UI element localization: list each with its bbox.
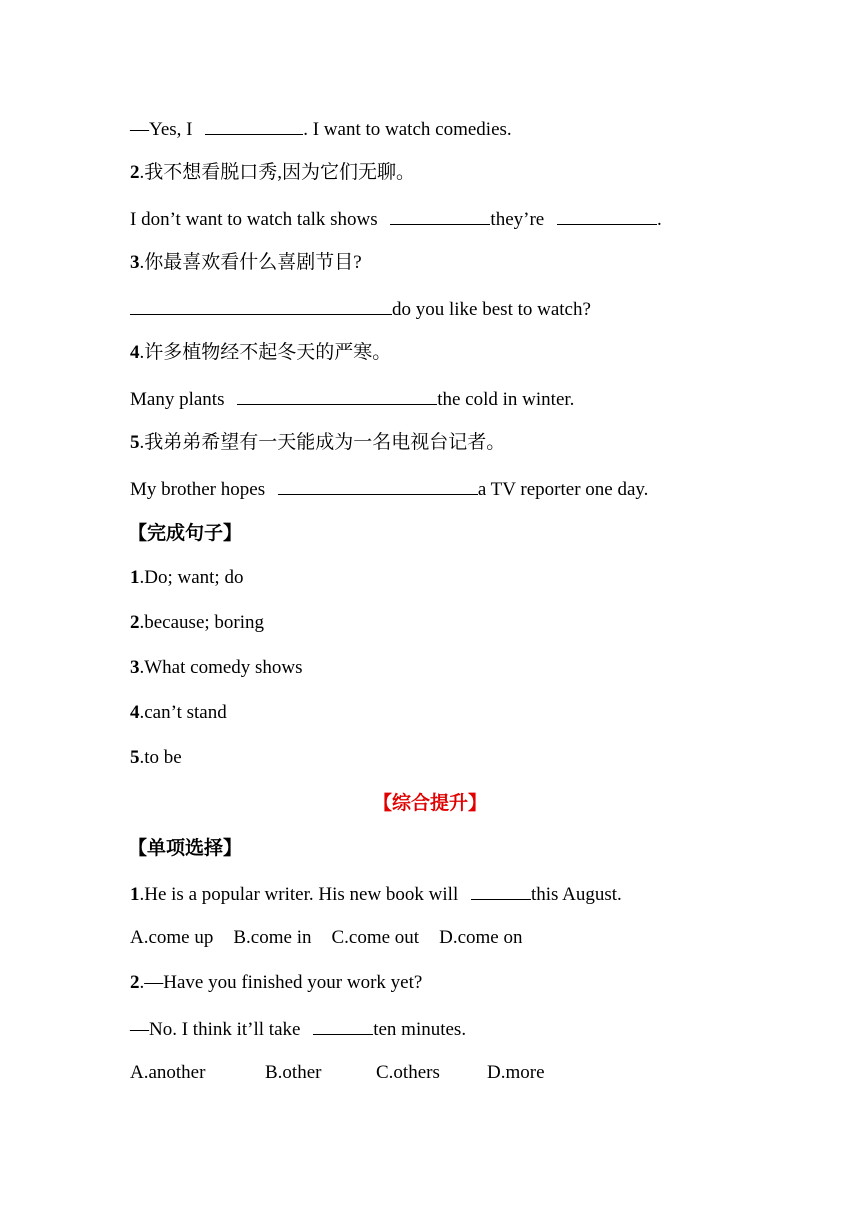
answer-text: .What comedy shows xyxy=(139,657,303,678)
mc-q1-stem-suffix: this August. xyxy=(530,884,622,905)
q1-prefix: —Yes, I xyxy=(130,119,198,140)
q4-english xyxy=(130,386,574,412)
answer-blank[interactable] xyxy=(237,386,437,405)
option-d[interactable]: D.come on xyxy=(439,927,523,948)
answer-item xyxy=(130,611,264,635)
q4-number: 4 xyxy=(130,342,140,363)
mc-q1-options xyxy=(130,926,522,950)
q4-english-prefix: Many plants xyxy=(130,389,230,410)
q4-chinese-text: .许多植物经不起冬天的严寒。 xyxy=(139,342,392,363)
answer-item xyxy=(130,746,182,770)
answer-number: 3 xyxy=(130,657,140,678)
option-a[interactable]: A.come up xyxy=(130,927,214,948)
q4-english-suffix: the cold in winter. xyxy=(437,389,575,410)
answer-blank[interactable] xyxy=(390,206,490,225)
q5-english-suffix: a TV reporter one day. xyxy=(477,479,649,500)
answer-number: 4 xyxy=(130,702,140,723)
answer-item xyxy=(130,566,243,590)
answer-text: .because; boring xyxy=(139,612,265,633)
answer-text: .Do; want; do xyxy=(139,567,244,588)
q2-english xyxy=(130,206,662,232)
option-b[interactable]: B.come in xyxy=(233,927,312,948)
answer-blank[interactable] xyxy=(313,1016,373,1035)
q5-chinese xyxy=(130,431,505,455)
q5-number: 5 xyxy=(130,432,140,453)
answer-blank[interactable] xyxy=(205,116,303,135)
q3-english xyxy=(130,296,591,322)
mc-q2-line2-suffix: ten minutes. xyxy=(373,1019,467,1040)
answer-text: .to be xyxy=(139,747,182,768)
mc-q2-options xyxy=(130,1061,545,1085)
q5-chinese-text: .我弟弟希望有一天能成为一名电视台记者。 xyxy=(139,432,506,453)
mc-q2-stem xyxy=(130,971,422,995)
option-a[interactable]: A.another xyxy=(130,1062,206,1083)
q3-chinese-text: .你最喜欢看什么喜剧节目? xyxy=(139,252,362,273)
section-title: 【综合提升】 xyxy=(372,792,487,814)
multiple-choice-heading: 【单项选择】 xyxy=(128,837,243,859)
mc-q1-number: 1 xyxy=(130,884,140,905)
q2-english-middle: they’re xyxy=(490,209,549,230)
answer-blank[interactable] xyxy=(557,206,657,225)
mc-q2-stem-text: .—Have you finished your work yet? xyxy=(139,972,423,993)
q2-chinese-text: .我不想看脱口秀,因为它们无聊。 xyxy=(139,162,416,183)
answer-number: 2 xyxy=(130,612,140,633)
q5-english-prefix: My brother hopes xyxy=(130,479,270,500)
q4-chinese xyxy=(130,341,391,365)
mc-q2-line2 xyxy=(130,1016,466,1042)
option-c[interactable]: C.come out xyxy=(331,927,420,948)
q2-english-prefix: I don’t want to watch talk shows xyxy=(130,209,383,230)
q3-english-suffix: do you like best to watch? xyxy=(392,299,591,320)
q3-chinese xyxy=(130,251,362,275)
q2-number: 2 xyxy=(130,162,140,183)
answer-blank[interactable] xyxy=(130,296,392,315)
q1-answer-line xyxy=(130,116,512,142)
answer-item xyxy=(130,701,227,725)
option-d[interactable]: D.more xyxy=(487,1062,545,1083)
mc-q1-stem xyxy=(130,881,622,907)
answer-blank[interactable] xyxy=(471,881,531,900)
answer-number: 5 xyxy=(130,747,140,768)
mc-q1-stem-prefix: .He is a popular writer. His new book will xyxy=(139,884,463,905)
answer-blank[interactable] xyxy=(278,476,478,495)
answer-number: 1 xyxy=(130,567,140,588)
answer-text: .can’t stand xyxy=(139,702,227,723)
q2-english-suffix: . xyxy=(656,209,662,230)
q1-suffix: . I want to watch comedies. xyxy=(303,119,512,140)
q2-chinese xyxy=(130,161,415,185)
mc-q2-line2-prefix: —No. I think it’ll take xyxy=(130,1019,306,1040)
mc-q2-number: 2 xyxy=(130,972,140,993)
q3-number: 3 xyxy=(130,252,140,273)
answer-item xyxy=(130,656,303,680)
option-c[interactable]: C.others xyxy=(376,1062,440,1083)
q5-english xyxy=(130,476,648,502)
option-b[interactable]: B.other xyxy=(265,1062,322,1083)
answers-heading: 【完成句子】 xyxy=(128,522,243,544)
